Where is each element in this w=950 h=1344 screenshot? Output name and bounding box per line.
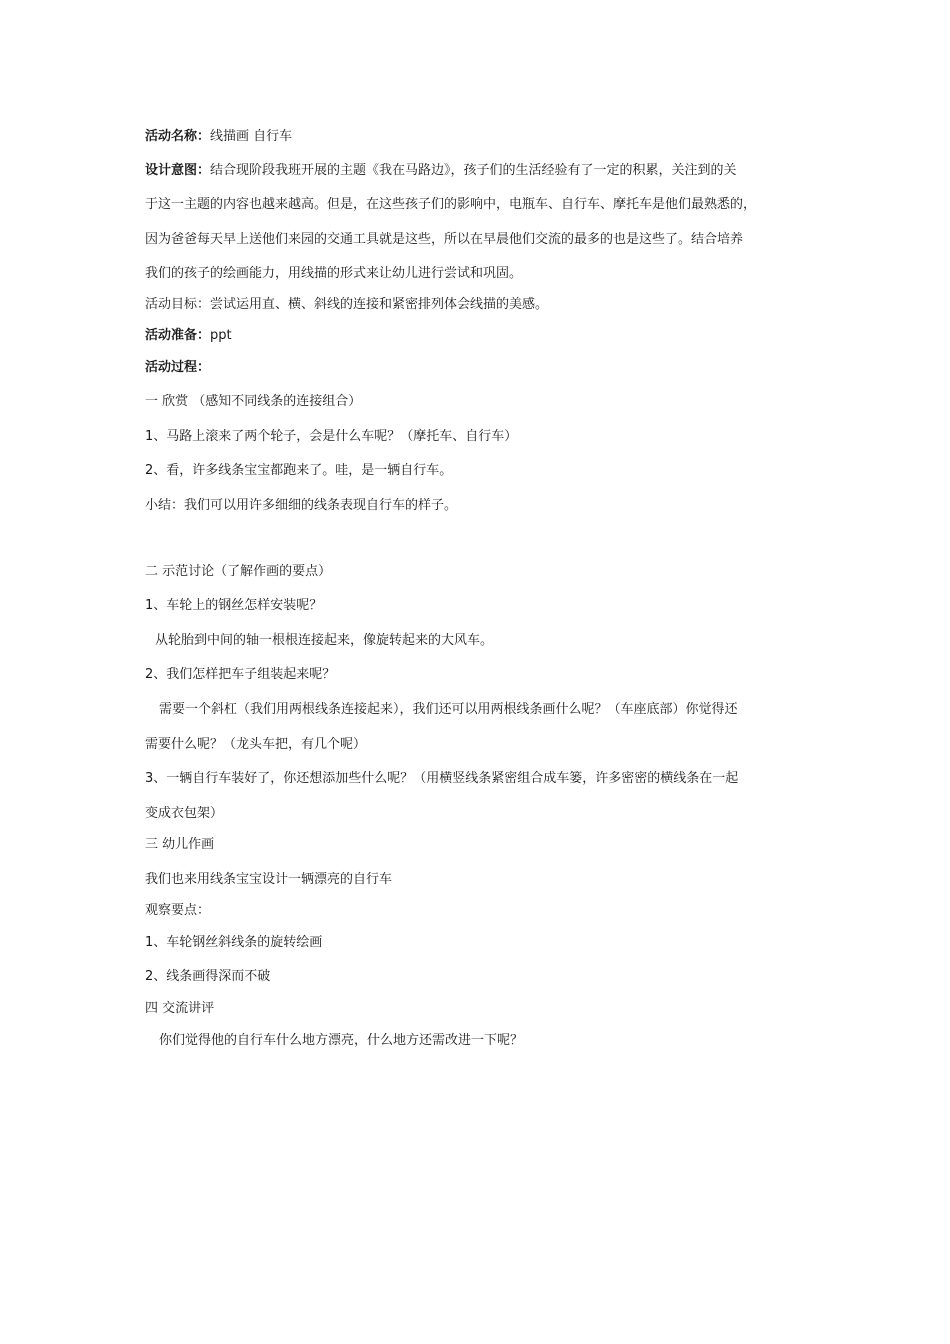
section2-question-1: 1、车轮上的钢丝怎样安装呢？ <box>145 598 323 613</box>
section3-intro: 我们也来用线条宝宝设计一辆漂亮的自行车 <box>145 872 393 887</box>
section3-title: 三 幼儿作画 <box>145 837 215 852</box>
section2-question-2: 2、我们怎样把车子组装起来呢？ <box>145 667 336 682</box>
section2-answer-2-line-2: 需要什么呢？（龙头车把，有几个呢） <box>145 737 367 752</box>
preparation-label: 活动准备： <box>145 328 211 343</box>
activity-name-value: 线描画 自行车 <box>210 129 293 144</box>
section4-question: 你们觉得他的自行车什么地方漂亮，什么地方还需改进一下呢？ <box>159 1033 524 1048</box>
section4-title: 四 交流讲评 <box>145 1001 215 1016</box>
design-intent-line-3: 因为爸爸每天早上送他们来园的交通工具就是这些，所以在早晨他们交流的最多的也是这些了。结合培养 <box>145 232 744 247</box>
design-intent-line-1 <box>145 162 815 180</box>
section2-answer-2-line-1: 需要一个斜杠（我们用两根线条连接起来），我们还可以用两根线条画什么呢？（车座底部）你觉得还 <box>159 702 738 717</box>
activity-objective: 活动目标：尝试运用直、横、斜线的连接和紧密排列体会线描的美感。 <box>145 297 549 312</box>
design-intent-text-1: 结合现阶段我班开展的主题《我在马路边》，孩子们的生活经验有了一定的积累，关注到的关 <box>210 163 737 178</box>
section3-point-1: 1、车轮钢丝斜线条的旋转绘画 <box>145 935 323 950</box>
section1-summary: 小结：我们可以用许多细细的线条表现自行车的样子。 <box>145 498 458 513</box>
section2-answer-1: 从轮胎到中间的轴一根根连接起来，像旋转起来的大风车。 <box>155 633 494 648</box>
section1-item-2: 2、看，许多线条宝宝都跑来了。哇，是一辆自行车。 <box>145 463 453 478</box>
activity-name <box>145 128 815 146</box>
design-intent-label: 设计意图： <box>145 163 211 178</box>
section1-title: 一 欣赏 （感知不同线条的连接组合） <box>145 394 362 409</box>
design-intent-line-4: 我们的孩子的绘画能力，用线描的形式来让幼儿进行尝试和巩固。 <box>145 266 523 281</box>
section3-point-2: 2、线条画得深而不破 <box>145 969 271 984</box>
design-intent-line-2: 于这一主题的内容也越来越高。但是，在这些孩子们的影响中，电瓶车、自行车、摩托车是他们最熟悉的， <box>145 197 757 212</box>
section2-title: 二 示范讨论（了解作画的要点） <box>145 564 332 579</box>
activity-name-label: 活动名称： <box>145 129 211 144</box>
preparation-value: ppt <box>210 328 232 343</box>
section1-item-1: 1、马路上滚来了两个轮子，会是什么车呢？（摩托车、自行车） <box>145 429 518 444</box>
activity-preparation <box>145 327 815 345</box>
section2-question-3-line-2: 变成衣包架） <box>145 806 224 821</box>
section3-observe-label: 观察要点： <box>145 903 211 918</box>
process-label: 活动过程： <box>145 360 211 375</box>
section2-question-3-line-1: 3、一辆自行车装好了，你还想添加些什么呢？（用横竖线条紧密组合成车篓，许多密密的横线条在一起 <box>145 771 739 786</box>
